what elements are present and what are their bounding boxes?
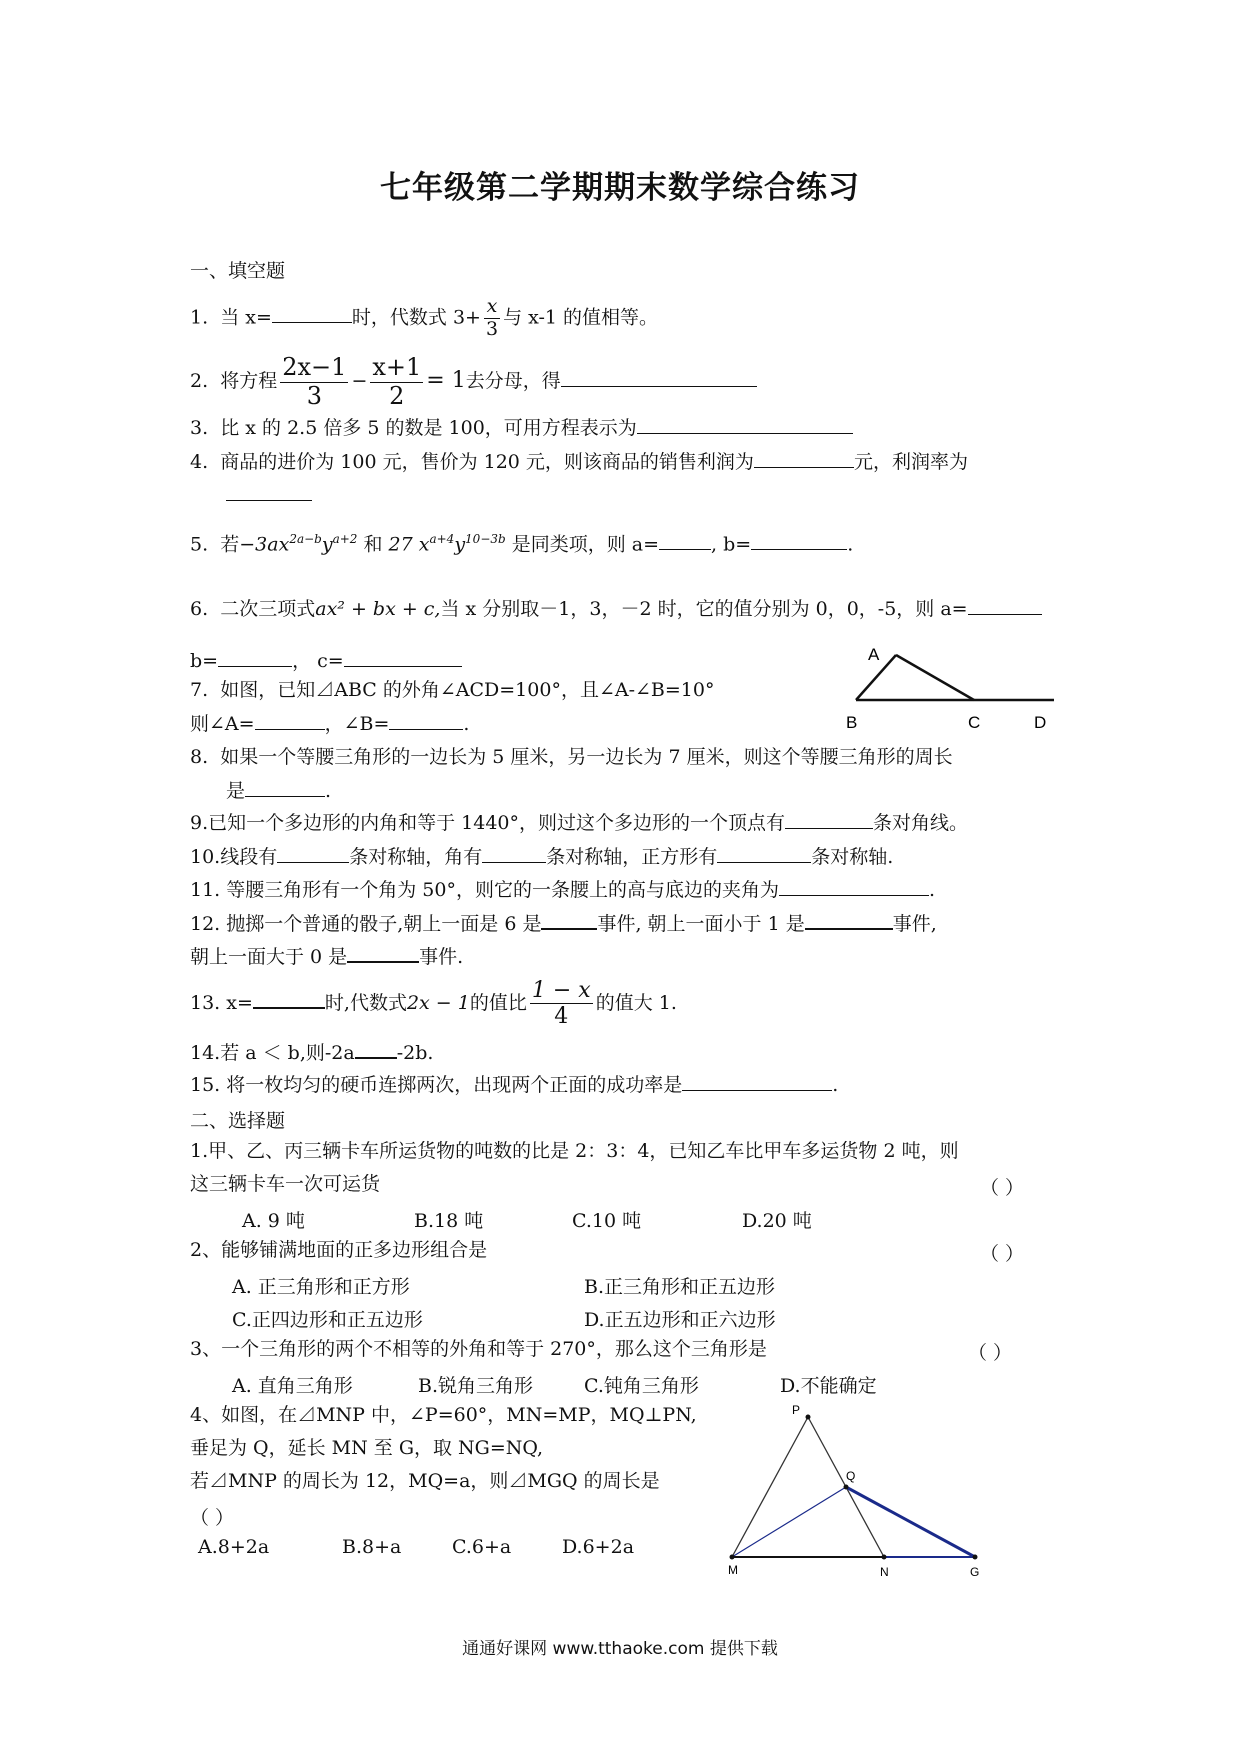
question-number: 5. xyxy=(190,533,209,556)
option-b[interactable]: B.锐角三角形 xyxy=(418,1375,534,1397)
triangle-mnp-figure xyxy=(720,1400,990,1580)
choice-question-4-line-3: 若⊿MNP 的周长为 12，MQ=a，则⊿MGQ 的周长是 xyxy=(190,1470,660,1492)
question-text: 14.若 a ＜ b,则-2a xyxy=(190,1042,355,1064)
question-number: 6. xyxy=(190,598,209,620)
question-6-line-2 xyxy=(190,650,462,673)
question-text: 时，代数式 3+ xyxy=(351,306,481,329)
question-text: 是同类项，则 a= xyxy=(511,533,660,556)
equation-rhs: = 1 xyxy=(426,368,466,394)
point-m xyxy=(730,1555,735,1560)
question-text: 当 x= xyxy=(220,306,272,329)
question-number: 2. xyxy=(190,370,209,393)
term-1: −3ax xyxy=(239,533,290,556)
question-3 xyxy=(190,417,853,440)
minus-sign: − xyxy=(351,370,368,393)
fraction-x-over-3 xyxy=(484,296,500,341)
question-text: 条对称轴. xyxy=(811,846,894,868)
label-c: C xyxy=(968,713,981,732)
numerator: x xyxy=(484,296,500,319)
answer-blank-c[interactable] xyxy=(717,846,811,863)
option-a[interactable]: A. 9 吨 xyxy=(242,1210,305,1232)
expression: 2x − 1 xyxy=(406,991,470,1014)
question-text: 条对角线。 xyxy=(873,812,969,834)
question-text: 事件, xyxy=(892,913,937,935)
answer-blank-b[interactable] xyxy=(805,912,893,930)
answer-parentheses[interactable]: （ ） xyxy=(190,1507,235,1529)
option-d[interactable]: D.20 吨 xyxy=(742,1210,812,1232)
denominator: 3 xyxy=(485,317,499,340)
answer-blank[interactable] xyxy=(226,484,312,501)
label-m: M xyxy=(728,1563,738,1577)
option-d[interactable]: D.不能确定 xyxy=(780,1375,877,1397)
question-text: 二次三项式 xyxy=(220,598,316,620)
question-number: 1. xyxy=(190,306,209,329)
option-d[interactable]: D.6+2a xyxy=(562,1536,635,1558)
question-4 xyxy=(190,451,968,474)
question-text: 事件, 朝上一面小于 1 是 xyxy=(597,913,805,935)
question-text: 10.线段有 xyxy=(190,846,278,868)
denominator: 3 xyxy=(306,381,322,410)
denominator: 2 xyxy=(389,381,405,410)
answer-blank[interactable] xyxy=(561,370,757,387)
label-b: B xyxy=(846,713,858,732)
answer-parentheses[interactable]: （ ） xyxy=(980,1177,1025,1199)
question-11 xyxy=(190,879,935,902)
option-a[interactable]: A. 直角三角形 xyxy=(232,1375,353,1397)
answer-blank-a[interactable] xyxy=(659,533,711,550)
question-6 xyxy=(190,598,1042,621)
answer-blank[interactable] xyxy=(245,780,325,797)
answer-blank[interactable] xyxy=(272,306,352,323)
answer-blank[interactable] xyxy=(779,879,929,896)
question-number: 4. xyxy=(190,451,209,473)
question-text: . xyxy=(832,1074,839,1096)
exponent: a+4 xyxy=(429,532,455,546)
fraction-2x-1-over-3 xyxy=(280,354,348,410)
question-text: 12. 抛掷一个普通的骰子,朝上一面是 6 是 xyxy=(190,913,542,935)
answer-blank-b[interactable] xyxy=(482,846,546,863)
answer-blank-c[interactable] xyxy=(344,650,462,667)
question-text: 将方程 xyxy=(220,370,278,393)
question-text: -2b. xyxy=(396,1042,434,1064)
question-8 xyxy=(190,746,953,769)
option-a[interactable]: A.8+2a xyxy=(198,1536,270,1558)
question-text: 是 xyxy=(226,780,246,802)
question-text: 当 x 分别取－1，3，－2 时，它的值分别为 0，0，-5，则 a= xyxy=(440,598,968,620)
page-title: 七年级第二学期期末数学综合练习 xyxy=(380,170,860,206)
question-text: ， c= xyxy=(292,650,344,672)
option-c[interactable]: C.正四边形和正五边形 xyxy=(232,1309,423,1331)
question-text: 如图，已知⊿ABC 的外角∠ACD=100°，且∠A-∠B=10° xyxy=(220,679,715,701)
question-text: 时,代数式 xyxy=(324,991,407,1014)
question-text: . xyxy=(928,879,936,901)
exponent: 2a−b xyxy=(289,532,322,546)
section-fill-in: 一、填空题 xyxy=(190,260,286,282)
question-text: 与 x-1 的值相等。 xyxy=(503,306,659,329)
question-4-line-2 xyxy=(226,484,312,507)
side-ac xyxy=(896,655,974,700)
answer-blank-b[interactable] xyxy=(751,533,847,550)
question-text: 如果一个等腰三角形的一边长为 5 厘米，另一边长为 7 厘米，则这个等腰三角形的周长 xyxy=(220,746,953,768)
question-number: 8. xyxy=(190,746,209,768)
point-n xyxy=(882,1555,887,1560)
question-text: . xyxy=(325,780,332,802)
label-q: Q xyxy=(846,1469,856,1483)
question-text: . xyxy=(847,533,854,556)
question-number: 7. xyxy=(190,679,209,701)
question-text: 的值大 1. xyxy=(595,991,677,1014)
option-a[interactable]: A. 正三角形和正方形 xyxy=(232,1276,410,1298)
answer-parentheses[interactable]: （ ） xyxy=(980,1243,1025,1265)
question-text: 商品的进价为 100 元，售价为 120 元，则该商品的销售利润为 xyxy=(220,451,754,473)
option-b[interactable]: B.正三角形和正五边形 xyxy=(584,1276,776,1298)
question-text: 则∠A= xyxy=(190,713,255,735)
question-13 xyxy=(190,978,677,1030)
answer-blank-a[interactable] xyxy=(968,598,1042,615)
choice-question-1: 1.甲、乙、丙三辆卡车所运货物的吨数的比是 2：3：4，已知乙车比甲车多运货物 2 吨，则 xyxy=(190,1140,959,1162)
question-12-line-2 xyxy=(190,945,463,969)
question-12 xyxy=(190,912,937,936)
question-text: 和 xyxy=(363,533,383,556)
question-text: 的值比 xyxy=(469,991,527,1014)
option-c[interactable]: C.6+a xyxy=(452,1536,512,1558)
question-8-line-2 xyxy=(226,780,331,803)
point-q xyxy=(844,1485,849,1490)
segment-mq xyxy=(732,1487,846,1557)
answer-blank[interactable] xyxy=(682,1074,832,1091)
numerator: x+1 xyxy=(372,353,422,381)
question-number: 3. xyxy=(190,417,209,439)
choice-question-4: 4、如图，在⊿MNP 中，∠P=60°，MN=MP，MQ⊥PN, xyxy=(190,1404,697,1426)
answer-blank-b[interactable] xyxy=(389,713,463,730)
answer-blank-a[interactable] xyxy=(255,713,325,730)
fraction-1-minus-x-over-4 xyxy=(530,978,593,1030)
side-mp xyxy=(732,1417,808,1557)
question-9 xyxy=(190,812,968,835)
question-text: 9.已知一个多边形的内角和等于 1440°，则过这个多边形的一个顶点有 xyxy=(190,812,786,834)
question-14 xyxy=(190,1041,433,1065)
label-n: N xyxy=(880,1565,889,1579)
fraction-x-plus-1-over-2 xyxy=(370,354,423,410)
section-multiple-choice: 二、选择题 xyxy=(190,1110,286,1132)
point-g xyxy=(973,1555,978,1560)
option-c[interactable]: C.钝角三角形 xyxy=(584,1375,699,1397)
choice-question-2: 2、能够铺满地面的正多边形组合是 xyxy=(190,1239,488,1261)
option-c[interactable]: C.10 吨 xyxy=(572,1210,642,1232)
question-7 xyxy=(190,679,715,702)
numerator: 1 − x xyxy=(531,978,591,1003)
label-d: D xyxy=(1034,713,1047,732)
triangle-abc-figure xyxy=(846,640,1066,732)
question-text: 15. 将一枚均匀的硬币连掷两次，出现两个正面的成功率是 xyxy=(190,1074,683,1096)
point-p xyxy=(806,1415,811,1420)
answer-blank-a[interactable] xyxy=(277,846,349,863)
question-text: . xyxy=(463,713,470,735)
answer-blank-b[interactable] xyxy=(218,650,292,667)
question-text: 条对称轴，正方形有 xyxy=(546,846,718,868)
exponent: 10−3b xyxy=(465,532,506,546)
question-1 xyxy=(190,296,658,341)
answer-blank[interactable] xyxy=(355,1041,397,1059)
answer-blank-c[interactable] xyxy=(347,945,419,963)
choice-question-3: 3、一个三角形的两个不相等的外角和等于 270°，那么这个三角形是 xyxy=(190,1338,767,1360)
question-7-line-2 xyxy=(190,713,469,736)
quadratic-expression: ax² + bx + c, xyxy=(315,598,441,620)
answer-blank-a[interactable] xyxy=(541,912,597,930)
answer-parentheses[interactable]: （ ） xyxy=(968,1342,1013,1364)
footer-credit: 通通好课网 www.tthaoke.com 提供下载 xyxy=(462,1639,778,1659)
question-text: b= xyxy=(190,650,219,672)
question-text: 朝上一面大于 0 是 xyxy=(190,946,348,968)
answer-blank[interactable] xyxy=(253,991,325,1009)
term-1-y: y xyxy=(321,533,333,556)
denominator: 4 xyxy=(554,1004,569,1030)
question-text: 条对称轴，角有 xyxy=(349,846,483,868)
question-text: 11. 等腰三角形有一个角为 50°，则它的一条腰上的高与底边的夹角为 xyxy=(190,879,779,901)
question-text: , b= xyxy=(711,533,752,556)
answer-blank[interactable] xyxy=(785,812,873,829)
question-text: 比 x 的 2.5 倍多 5 的数是 100，可用方程表示为 xyxy=(220,417,637,439)
option-d[interactable]: D.正五边形和正六边形 xyxy=(584,1309,776,1331)
question-text: 事件. xyxy=(419,946,464,968)
question-text: 13. x= xyxy=(190,991,253,1014)
label-a: A xyxy=(868,645,880,664)
option-b[interactable]: B.8+a xyxy=(342,1536,402,1558)
option-b[interactable]: B.18 吨 xyxy=(414,1210,484,1232)
exponent: a+2 xyxy=(332,532,358,546)
question-text: 元，利润率为 xyxy=(853,451,968,473)
choice-question-1-line-2: 这三辆卡车一次可运货 xyxy=(190,1173,381,1195)
label-g: G xyxy=(970,1565,980,1579)
choice-question-4-line-2: 垂足为 Q，延长 MN 至 G，取 NG=NQ, xyxy=(190,1437,544,1459)
question-2 xyxy=(190,354,757,410)
numerator: 2x−1 xyxy=(282,353,347,381)
question-text: 若 xyxy=(220,533,240,556)
label-p: P xyxy=(792,1403,801,1417)
question-10 xyxy=(190,846,893,869)
term-2-y: y xyxy=(454,533,466,556)
question-15 xyxy=(190,1074,838,1097)
question-text: ，∠B= xyxy=(324,713,390,735)
term-2: 27 x xyxy=(388,533,430,556)
answer-blank[interactable] xyxy=(637,417,853,434)
question-5 xyxy=(190,532,853,556)
question-text: 去分母，得 xyxy=(465,370,561,393)
answer-blank[interactable] xyxy=(754,451,854,468)
